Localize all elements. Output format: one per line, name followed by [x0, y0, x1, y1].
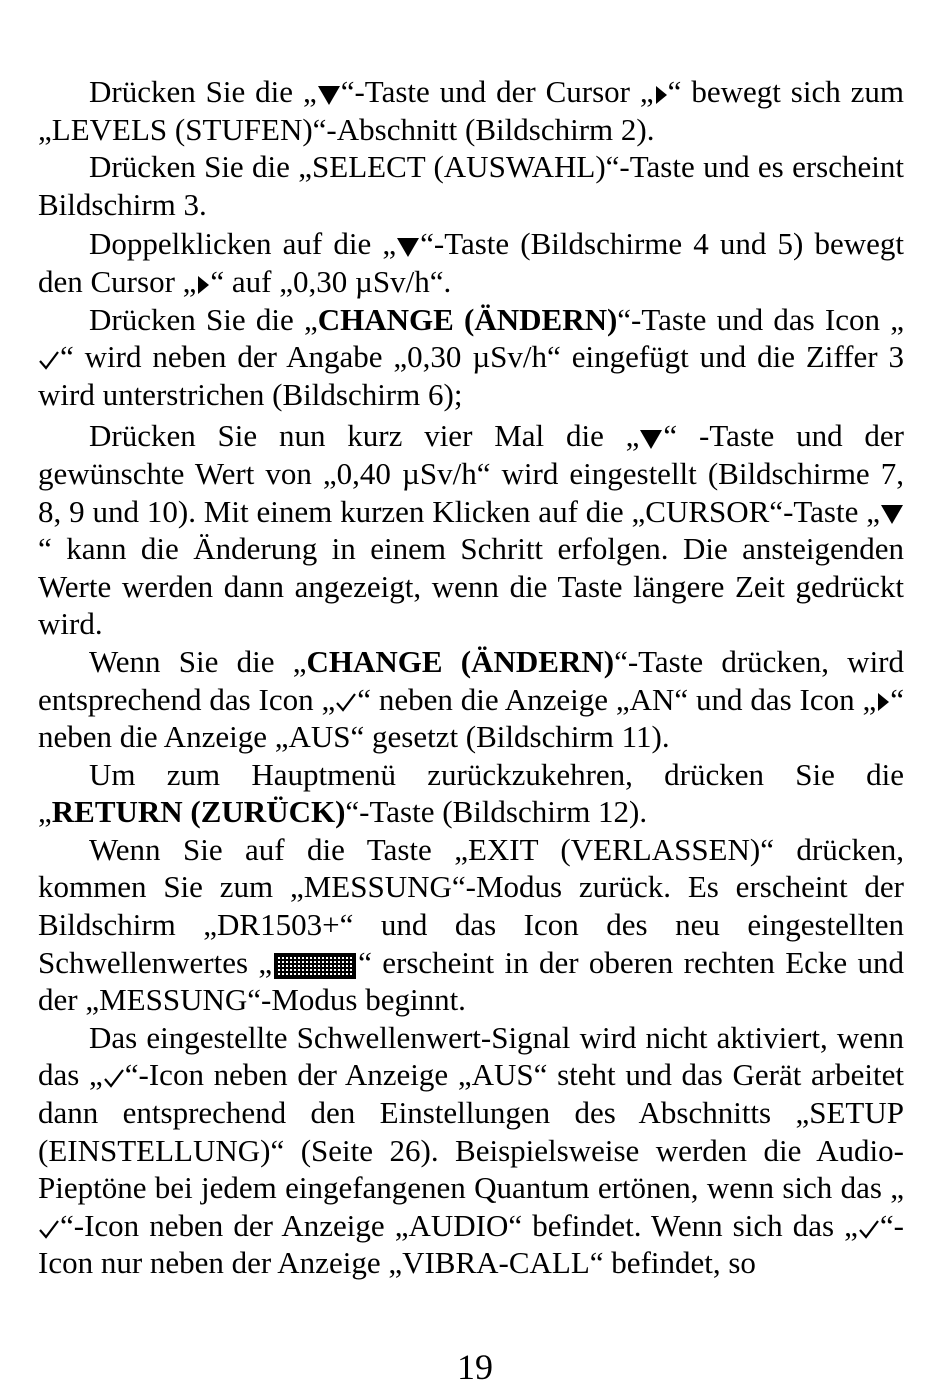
down-triangle-icon [639, 428, 663, 450]
checkmark-icon [335, 691, 357, 713]
text: “-Icon nur neben der Anzeige „VIBRA-CALL“ befindet, so [38, 1207, 904, 1281]
right-triangle-icon [196, 274, 210, 296]
manual-page [38, 73, 904, 1282]
text: “-Taste und das Icon „ [617, 301, 904, 337]
checkmark-icon [103, 1067, 125, 1089]
text: “ neben die Anzeige „AN“ und das Icon „ [357, 681, 877, 717]
text: “-Taste (Bildschirm 12). [345, 794, 648, 830]
bold-key-name: CHANGE (ÄNDERN) [306, 643, 615, 679]
checkmark-icon [38, 349, 60, 371]
text: “-Icon neben der Anzeige „AUS“ steht und das Gerät arbeitet dann entsprechend den Einstellungen des Abschnitts „SETUP (EINSTELLUNG)“ (Seite 26). Beispielsweise werden die Audio-Pieptöne bei jedem eingefangenen Quantum ertönen, wenn sich das „ [38, 1057, 904, 1206]
page-number: 19 [457, 1347, 493, 1387]
text: “-Taste und der Cursor „ [340, 74, 654, 109]
paragraph-5 [38, 417, 904, 643]
text: Wenn Sie die „ [89, 643, 307, 679]
checkmark-icon [38, 1218, 60, 1240]
text: “-Icon neben der Anzeige „AUDIO“ befindet. Wenn sich das „ [60, 1207, 858, 1243]
right-triangle-icon [654, 84, 668, 106]
threshold-value-icon [274, 953, 356, 979]
text: “ auf „0,30 µSv/h“. [210, 263, 452, 299]
text: Wenn Sie auf die Taste „EXIT (VERLASSEN)“ drücken, kommen Sie zum „MESSUNG“-Modus zurück. Es erscheint der Bildschirm „DR1503+“ und das Icon des neu eingestellten Schwellenwertes „ [38, 831, 904, 980]
down-triangle-icon [317, 84, 341, 106]
paragraph-6 [38, 643, 904, 756]
paragraph-2 [38, 148, 904, 223]
text: Drücken Sie die „SELECT (AUSWAHL)“-Taste und es erscheint Bildschirm 3. [38, 149, 904, 222]
down-triangle-icon [880, 503, 904, 525]
paragraph-9 [38, 1019, 904, 1282]
text: “ kann die Änderung in einem Schritt erfolgen. Die ansteigenden Werte werden dann angezeigt, wenn die Taste längere Zeit gedrückt wird. [38, 531, 904, 642]
paragraph-1 [38, 73, 904, 148]
checkmark-icon [858, 1218, 880, 1240]
text: Doppelklicken auf die „ [89, 226, 397, 262]
right-triangle-icon [876, 691, 890, 713]
text: “ wird neben der Angabe „0,30 µSv/h“ eingefügt und die Ziffer 3 wird unterstrichen (Bildschirm 6); [38, 339, 904, 412]
text: Um zum Hauptmenü zurückzukehren, drücken Sie die „ [38, 756, 904, 830]
text: Drücken Sie die „ [89, 74, 317, 109]
text: Drücken Sie die „ [89, 301, 318, 337]
bold-key-name: CHANGE (ÄNDERN) [317, 301, 618, 337]
text: “ neben die Anzeige „AUS“ gesetzt (Bildschirm 11). [38, 681, 905, 755]
text: “ -Taste und der gewünschte Wert von „0,40 µSv/h“ wird eingestellt (Bildschirme 7, 8, 9 und 10). Mit einem kurzen Klicken auf die „CURSOR“-Taste „ [38, 418, 905, 529]
text: “ erscheint in der oberen rechten Ecke und der „MESSUNG“-Modus beginnt. [38, 944, 904, 1018]
paragraph-8 [38, 831, 904, 1019]
bold-key-name: RETURN (ZURÜCK) [51, 794, 346, 830]
paragraph-4 [38, 301, 904, 414]
text: Drücken Sie nun kurz vier Mal die „ [89, 418, 640, 454]
paragraph-7 [38, 756, 904, 831]
text: Das eingestellte Schwellenwert-Signal wird nicht aktiviert, wenn das „ [38, 1019, 904, 1093]
down-triangle-icon [396, 236, 420, 258]
paragraph-3 [38, 225, 904, 300]
text: “-Taste drücken, wird entsprechend das Icon „ [38, 643, 905, 717]
text: “ bewegt sich zum „LEVELS (STUFEN)“-Abschnitt (Bildschirm 2). [38, 74, 904, 147]
text: “-Taste (Bildschirme 4 und 5) bewegt den Cursor „ [38, 226, 905, 299]
